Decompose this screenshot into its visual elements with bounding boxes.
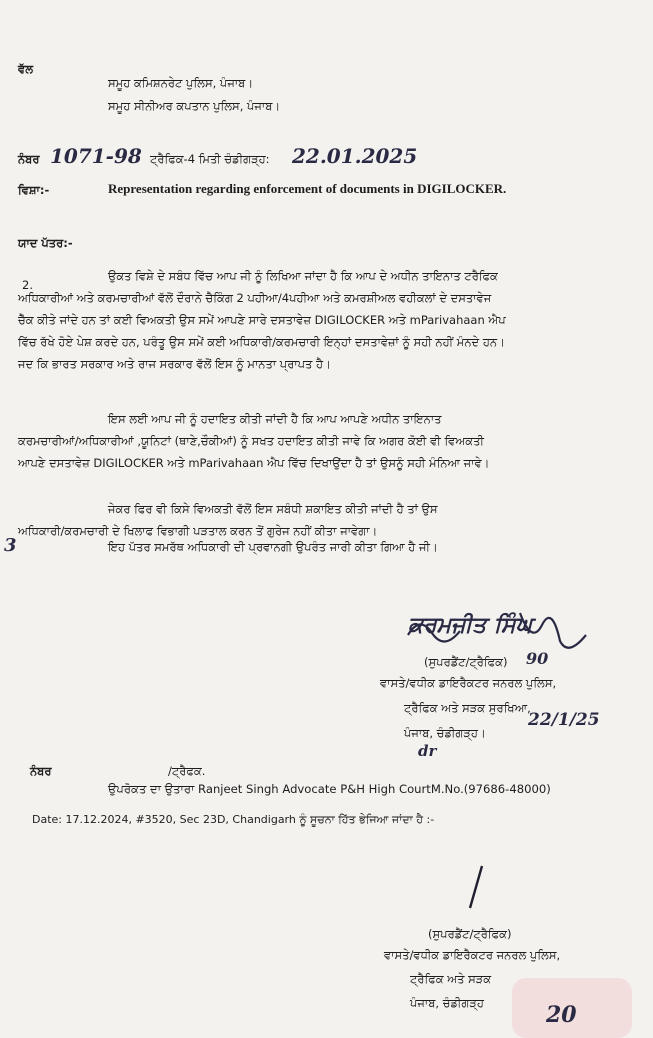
paragraph-2-line: ਇਸ ਲਈ ਆਪ ਜੀ ਨੂੰ ਹਦਾਇਤ ਕੀਤੀ ਜਾਂਦੀ ਹੈ ਕਿ ਆਪ ਆਪਣੇ ਅਧੀਨ ਤਾਇਨਾਤ (108, 412, 442, 426)
endorsement-office: /ਟ੍ਰੈਫਕ. (168, 764, 206, 778)
signature-designation: (ਸੁਪਰਡੈਂਟ/ਟ੍ਰੈਫਿਕ) (424, 655, 508, 669)
recipient-senior-superintendent: ਸਮੂਹ ਸੀਨੀਅਰ ਕਪਤਾਨ ਪੁਲਿਸ, ਪੰਜਾਬ। (108, 99, 281, 113)
paragraph-4: ਇਹ ਪੱਤਰ ਸਮਰੱਥ ਅਧਿਕਾਰੀ ਦੀ ਪ੍ਰਵਾਨਗੀ ਉਪਰੰਤ ਜਾਰੀ ਕੀਤਾ ਗਿਆ ਹੈ ਜੀ। (108, 540, 438, 554)
reference-date-handwritten: 22.01.2025 (292, 144, 418, 168)
signature-office-line: ਵਾਸਤੇ/ਵਧੀਕ ਡਾਇਰੈਕਟਰ ਜਨਰਲ ਪੁਲਿਸ, (380, 676, 557, 690)
paragraph-1 (18, 265, 506, 375)
stamp-number: 20 (546, 1002, 577, 1028)
paragraph-1-line: ਉਕਤ ਵਿਸ਼ੇ ਦੇ ਸਬੰਧ ਵਿੱਚ ਆਪ ਜੀ ਨੂੰ ਲਿਖਿਆ ਜਾਂਦਾ ਹੈ ਕਿ ਆਪ ਦੇ ਅਧੀਨ ਤਾਇਨਾਤ ਟਰੈਫਿਕ (108, 269, 498, 283)
signature-handwritten-date: 22/1/25 (528, 710, 600, 730)
paragraph-2-line: ਆਪਣੇ ਦਸਤਾਵੇਜ਼ DIGILOCKER ਅਤੇ mParivahaan ਐਪ ਵਿੱਚ ਦਿਖਾਉਂਦਾ ਹੈ ਤਾਂ ਉਸਨੂੰ ਸਹੀ ਮੰਨਿਆ ਜਾਵੇ। (18, 456, 490, 470)
paragraph-3-line: ਜੇਕਰ ਫਿਰ ਵੀ ਕਿਸੇ ਵਿਅਕਤੀ ਵੱਲੋਂ ਇਸ ਸਬੰਧੀ ਸ਼ਕਾਇਤ ਕੀਤੀ ਜਾਂਦੀ ਹੈ ਤਾਂ ਉਸ (108, 502, 438, 516)
paragraph-2 (18, 408, 489, 474)
page-stamp (512, 978, 632, 1038)
paragraph-1-line: ਵਿੱਚ ਰੱਖੇ ਹੋਏ ਪੇਸ਼ ਕਰਦੇ ਹਨ, ਪਰੰਤੂ ਉਸ ਸਮੇਂ ਕਈ ਅਧਿਕਾਰੀ/ਕਰਮਚਾਰੀ ਇਨ੍ਹਾਂ ਦਸਤਾਵੇਜ਼ਾਂ ਨੂੰ ਸਹੀ ਨਹੀਂ ਮੰਨਦੇ ਹਨ। (18, 335, 505, 349)
endorsement-number-label: ਨੰਬਰ (30, 764, 52, 778)
signature-handwritten: ਕਰਮਜੀਤ ਸਿੰਘ (408, 612, 532, 638)
margin-mark: 3 (4, 535, 17, 556)
endorsement-copy-line: ਉਪਰੋਕਤ ਦਾ ਉਤਾਰਾ Ranjeet Singh Advocate P&H High CourtM.No.(97686-48000) (108, 782, 551, 796)
reference-office-date-label: ਟ੍ਰੈਫਿਕ-4 ਮਿਤੀ ਚੰਡੀਗੜ੍ਹ: (150, 152, 270, 166)
signature-2-office-line: ਵਾਸਤੇ/ਵਧੀਕ ਡਾਇਰੈਕਟਰ ਜਨਰਲ ਪੁਲਿਸ, (384, 948, 561, 962)
paragraph-3 (18, 498, 438, 542)
signature-2-office-line: ਟ੍ਰੈਫਿਕ ਅਤੇ ਸੜਕ (410, 972, 492, 986)
reference-number-handwritten: 1071-98 (50, 144, 142, 168)
paragraph-number: 2. (22, 278, 33, 292)
paragraph-1-line: ਅਧਿਕਾਰੀਆਂ ਅਤੇ ਕਰਮਚਾਰੀਆਂ ਵੱਲੋਂ ਦੌਰਾਨੇ ਚੈਕਿੰਗ 2 ਪਹੀਆ/4ਪਹੀਆ ਅਤੇ ਕਮਰਸ਼ੀਅਲ ਵਹੀਕਲਾਂ ਦੇ ਦਸਤਾਵੇਜ (18, 291, 492, 305)
paragraph-1-line: ਜਦ ਕਿ ਭਾਰਤ ਸਰਕਾਰ ਅਤੇ ਰਾਜ ਸਰਕਾਰ ਵੱਲੋਂ ਇਸ ਨੂੰ ਮਾਨਤਾ ਪ੍ਰਾਪਤ ਹੈ। (18, 357, 331, 371)
paragraph-1-line: ਚੈੱਕ ਕੀਤੇ ਜਾਂਦੇ ਹਨ ਤਾਂ ਕਈ ਵਿਅਕਤੀ ਉਸ ਸਮੇਂ ਆਪਣੇ ਸਾਰੇ ਦਸਤਾਵੇਜ਼ DIGILOCKER ਅਤੇ mParivahaan ਐਪ (18, 313, 506, 327)
handwritten-mark: dr (418, 742, 437, 760)
memo-label: ਯਾਦ ਪੱਤਰ:- (18, 236, 73, 250)
subject-label: ਵਿਸ਼ਾ:- (18, 183, 50, 197)
signature-2-designation: (ਸੁਪਰਡੈਂਟ/ਟ੍ਰੈਫਿਕ) (428, 927, 512, 941)
subject-text: Representation regarding enforcement of documents in DIGILOCKER. (108, 181, 507, 196)
paragraph-3-line: ਅਧਿਕਾਰੀ/ਕਰਮਚਾਰੀ ਦੇ ਖਿਲਾਫ ਵਿਭਾਗੀ ਪੜਤਾਲ ਕਰਨ ਤੋਂ ਗੁਰੇਜ ਨਹੀਂ ਕੀਤਾ ਜਾਵੇਗਾ। (18, 524, 378, 538)
to-label: ਵੱਲ (18, 62, 33, 76)
recipient-commissionerate: ਸਮੂਹ ਕਮਿਸ਼ਨਰੇਟ ਪੁਲਿਸ, ਪੰਜਾਬ। (108, 76, 254, 90)
signature-2-office-line: ਪੰਜਾਬ, ਚੰਡੀਗੜ੍ਹ (410, 996, 484, 1010)
signature-initials: 90 (526, 649, 549, 668)
endorsement-date-line: Date: 17.12.2024, #3520, Sec 23D, Chandigarh ਨੂੰ ਸੂਚਨਾ ਹਿੱਤ ਭੇਜਿਆ ਜਾਂਦਾ ਹੈ :- (32, 813, 435, 826)
paragraph-2-line: ਕਰਮਚਾਰੀਆਂ/ਅਧਿਕਾਰੀਆਂ ,ਯੂਨਿਟਾਂ (ਥਾਣੇ,ਚੌਕੀਆਂ) ਨੂੰ ਸਖਤ ਹਦਾਇਤ ਕੀਤੀ ਜਾਵੇ ਕਿ ਅਗਰ ਕੋਈ ਵੀ ਵਿਅਕਤੀ (18, 434, 484, 448)
signature-office-line: ਟ੍ਰੈਫਿਕ ਅਤੇ ਸੜਕ ਸੁਰਖਿਆ, (404, 701, 531, 715)
signature-stroke (462, 862, 492, 912)
signature-office-line: ਪੰਜਾਬ, ਚੰਡੀਗੜ੍ਹ। (404, 726, 486, 740)
reference-number-label: ਨੰਬਰ (18, 152, 40, 166)
